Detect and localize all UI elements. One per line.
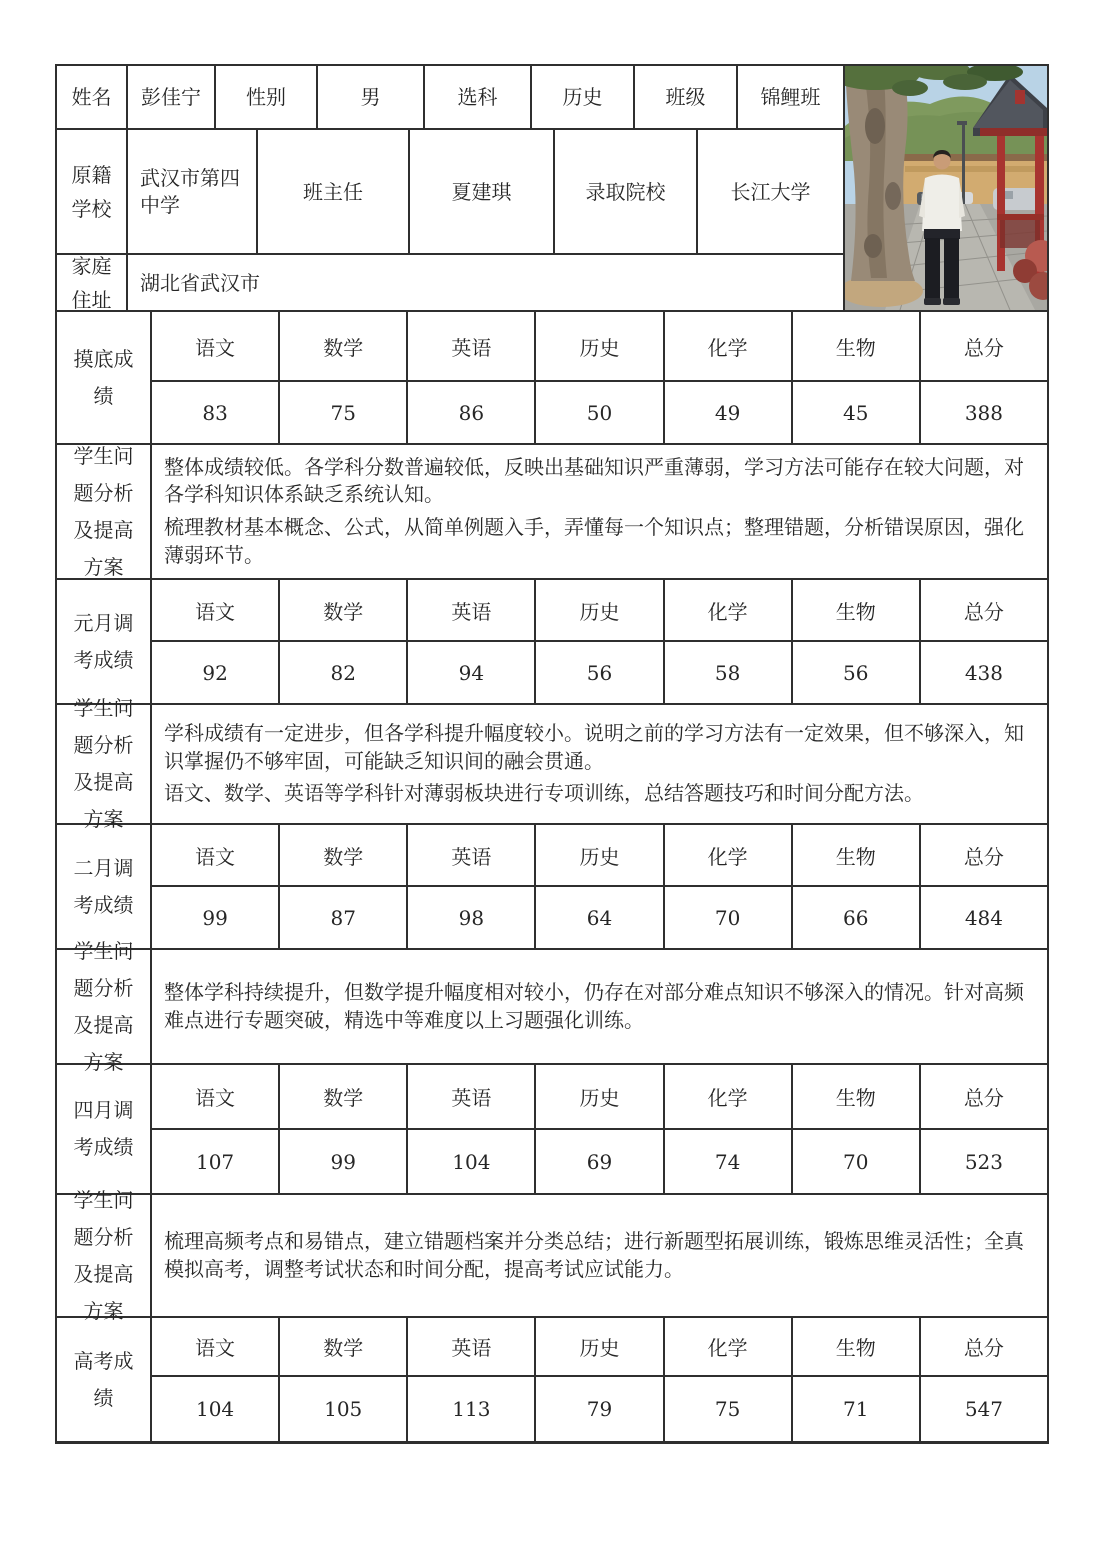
score-value: 86 <box>408 382 536 443</box>
subject-header: 化学 <box>665 825 793 885</box>
score-section-january <box>57 580 1047 705</box>
subject-header: 生物 <box>793 1065 921 1128</box>
subject-header: 数学 <box>280 580 408 640</box>
admitted-college-label: 录取院校 <box>555 130 698 253</box>
analysis-section-3-text <box>152 950 1047 1063</box>
score-value-row <box>152 1130 1047 1193</box>
score-value-row <box>152 382 1047 443</box>
subject-header: 历史 <box>536 1065 664 1128</box>
analysis-paragraph: 整体成绩较低。各学科分数普遍较低，反映出基础知识严重薄弱，学习方法可能存在较大问题，对各学科知识体系缺乏系统认知。 <box>164 454 1024 507</box>
analysis-paragraph: 梳理教材基本概念、公式，从简单例题入手，弄懂每一个知识点；整理错题，分析错误原因，强化薄弱环节。 <box>164 515 1024 567</box>
subject-header: 英语 <box>408 1318 536 1375</box>
subject-header: 历史 <box>536 1318 664 1375</box>
name-value: 彭佳宁 <box>128 66 216 128</box>
subject-header: 历史 <box>536 825 664 885</box>
subject-header-row <box>152 825 1047 887</box>
subject-header: 英语 <box>408 312 536 380</box>
subject-header: 语文 <box>152 1318 280 1375</box>
score-value: 49 <box>665 382 793 443</box>
info-row-basic <box>57 66 845 130</box>
subject-header: 语文 <box>152 312 280 380</box>
subject-header: 总分 <box>963 335 1004 360</box>
score-value: 74 <box>665 1130 793 1193</box>
head-teacher-label: 班主任 <box>258 130 410 253</box>
analysis-section-1 <box>57 445 1047 580</box>
info-row-address <box>57 255 845 310</box>
subject-header: 生物 <box>793 312 921 380</box>
analysis-section-2-text <box>152 705 1047 823</box>
subject-header: 语文 <box>152 825 280 885</box>
name-label: 姓名 <box>57 66 128 128</box>
subject-header: 总分 <box>963 599 1004 624</box>
score-value: 70 <box>793 1130 921 1193</box>
score-value: 107 <box>152 1130 280 1193</box>
analysis-section-1-text <box>152 445 1047 578</box>
class-value: 锦鲤班 <box>738 66 845 128</box>
subject-header: 总分 <box>963 844 1004 869</box>
subject-header: 历史 <box>536 312 664 380</box>
score-value: 70 <box>665 887 793 948</box>
subject-header: 化学 <box>665 1318 793 1375</box>
analysis-section-3-label: 学生问题分析及提高方案 <box>57 950 152 1063</box>
analysis-section-2-label: 学生问题分析及提高方案 <box>57 705 152 823</box>
score-value: 69 <box>536 1130 664 1193</box>
score-section-baseline <box>57 312 1047 445</box>
subject-header: 总分 <box>963 1336 1004 1360</box>
analysis-section-4 <box>57 1187 1047 1323</box>
score-value: 87 <box>280 887 408 948</box>
subject-header: 化学 <box>665 580 793 640</box>
analysis-paragraph: 梳理高频考点和易错点，建立错题档案并分类总结；进行新题型拓展训练，锻炼思维灵活性；全真模拟高考，调整考试状态和时间分配，提高考试应试能力。 <box>164 1228 1024 1281</box>
score-value: 83 <box>152 382 280 443</box>
subject-header-row <box>152 312 1047 382</box>
score-section-january-label: 元月调考成绩 <box>57 580 152 703</box>
score-section-baseline-label: 摸底成绩 <box>57 312 152 443</box>
subject-header: 历史 <box>536 580 664 640</box>
score-value-row <box>152 1377 1047 1441</box>
origin-school-value: 武汉市第四中学 <box>128 130 258 253</box>
subject-header: 英语 <box>408 825 536 885</box>
origin-school-label: 原籍学校 <box>57 130 128 253</box>
score-section-april <box>57 1065 1047 1195</box>
subject-header-row <box>152 580 1047 642</box>
subject-header: 生物 <box>793 580 921 640</box>
elective-value: 历史 <box>532 66 635 128</box>
score-value: 45 <box>793 382 921 443</box>
score-value: 50 <box>536 382 664 443</box>
score-value: 82 <box>280 642 408 703</box>
analysis-section-4-text <box>152 1195 1047 1316</box>
score-value: 56 <box>536 642 664 703</box>
info-row-school <box>57 130 845 255</box>
subject-header: 化学 <box>665 1065 793 1128</box>
score-value: 79 <box>536 1377 664 1441</box>
score-value: 99 <box>152 887 280 948</box>
subject-header: 生物 <box>793 825 921 885</box>
analysis-paragraph: 学科成绩有一定进步，但各学科提升幅度较小。说明之前的学习方法有一定效果，但不够深入，知识掌握仍不够牢固，可能缺乏知识间的融会贯通。 <box>164 721 1024 773</box>
student-photo <box>845 66 1047 310</box>
analysis-section-3 <box>57 938 1047 1074</box>
student-report-table <box>55 64 1049 1444</box>
score-value: 92 <box>152 642 280 703</box>
gender-value: 男 <box>318 66 425 128</box>
head-teacher-value: 夏建琪 <box>410 130 555 253</box>
score-value: 94 <box>408 642 536 703</box>
subject-header: 数学 <box>280 312 408 380</box>
class-label: 班级 <box>635 66 738 128</box>
subject-header: 英语 <box>408 580 536 640</box>
student-info-block <box>57 66 1047 312</box>
score-value: 547 <box>964 1397 1003 1421</box>
subject-header: 英语 <box>408 1065 536 1128</box>
score-value: 104 <box>152 1377 280 1441</box>
subject-header: 语文 <box>152 1065 280 1128</box>
score-value-row <box>152 887 1047 948</box>
analysis-section-1-label: 学生问题分析及提高方案 <box>57 445 152 578</box>
score-value-row <box>152 642 1047 703</box>
score-section-gaokao <box>57 1318 1047 1441</box>
subject-header: 化学 <box>665 312 793 380</box>
score-section-april-label: 四月调考成绩 <box>57 1065 152 1193</box>
subject-header: 语文 <box>152 580 280 640</box>
score-value: 75 <box>280 382 408 443</box>
subject-header: 总分 <box>963 1086 1004 1110</box>
analysis-paragraph: 语文、数学、英语等学科针对薄弱板块进行专项训练，总结答题技巧和时间分配方法。 <box>164 781 924 806</box>
score-value: 64 <box>536 887 664 948</box>
subject-header: 数学 <box>280 1318 408 1375</box>
score-value: 99 <box>280 1130 408 1193</box>
subject-header: 数学 <box>280 1065 408 1128</box>
score-value: 98 <box>408 887 536 948</box>
subject-header: 生物 <box>793 1318 921 1375</box>
score-value: 66 <box>793 887 921 948</box>
score-value: 71 <box>793 1377 921 1441</box>
gender-label: 性别 <box>216 66 318 128</box>
score-section-gaokao-label: 高考成绩 <box>57 1318 152 1441</box>
home-address-value: 湖北省武汉市 <box>128 255 845 310</box>
admitted-college-value: 长江大学 <box>698 130 845 253</box>
score-value: 58 <box>665 642 793 703</box>
subject-header: 数学 <box>280 825 408 885</box>
student-info-grid <box>57 66 845 310</box>
score-value: 75 <box>665 1377 793 1441</box>
score-value: 113 <box>408 1377 536 1441</box>
score-value: 523 <box>964 1149 1003 1174</box>
score-value: 438 <box>964 660 1003 685</box>
subject-header-row <box>152 1065 1047 1130</box>
score-value: 484 <box>964 905 1003 930</box>
elective-label: 选科 <box>425 66 532 128</box>
score-value: 56 <box>793 642 921 703</box>
score-value: 105 <box>280 1377 408 1441</box>
score-section-february-label: 二月调考成绩 <box>57 825 152 948</box>
score-section-february <box>57 825 1047 950</box>
analysis-paragraph: 整体学科持续提升，但数学提升幅度相对较小，仍存在对部分难点知识不够深入的情况。针对高频难点进行专题突破，精选中等难度以上习题强化训练。 <box>164 979 1024 1032</box>
subject-header-row <box>152 1318 1047 1377</box>
score-value: 104 <box>408 1130 536 1193</box>
score-value: 388 <box>964 400 1003 425</box>
home-address-label: 家庭住址 <box>57 255 128 310</box>
analysis-section-4-label: 学生问题分析及提高方案 <box>57 1195 152 1316</box>
analysis-section-2 <box>57 696 1047 831</box>
